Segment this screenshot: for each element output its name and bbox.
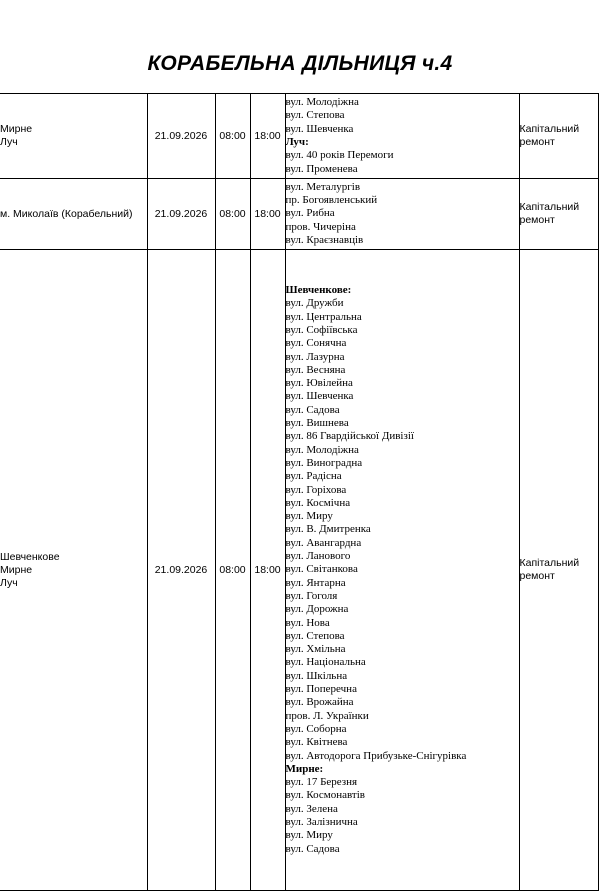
table-row [0, 179, 598, 250]
settlement-name: Мирне [0, 563, 33, 576]
street-item: вул. Ювілейна [285, 377, 353, 390]
street-item: вул. Горіхова [285, 483, 347, 496]
outage-schedule-table [0, 93, 599, 891]
works-type-text: ремонт [519, 136, 555, 148]
streets-cell [285, 179, 519, 250]
table-row [0, 250, 598, 891]
street-item: вул. Краєзнавців [285, 233, 364, 246]
street-item: вул. 86 Гвардійської Дивізії [285, 430, 414, 443]
start-time-cell: 08:00 [215, 250, 250, 891]
street-item: вул. Соборна [285, 722, 347, 735]
settlement-name: Шевченкове [0, 550, 60, 563]
streets-cell [285, 250, 519, 891]
settlement-name: Мирне [0, 123, 33, 135]
settlement-cell [0, 179, 147, 250]
street-item: вул. Національна [285, 656, 366, 669]
works-type-text: ремонт [519, 570, 555, 582]
start-time-cell: 08:00 [215, 179, 250, 250]
street-item: вул. Нова [285, 616, 330, 629]
end-time-cell: 18:00 [250, 250, 285, 891]
street-item: вул. Хмільна [285, 643, 346, 656]
street-item: вул. Радісна [285, 470, 342, 483]
street-item: вул. Степова [285, 629, 345, 642]
street-item: вул. Залізнична [285, 815, 358, 828]
street-item: вул. Садова [285, 842, 340, 855]
street-item: вул. Поперечна [285, 683, 357, 696]
street-item: вул. Вишнева [285, 417, 349, 430]
start-time-cell: 08:00 [215, 94, 250, 179]
works-type-text: Капітальний [519, 557, 580, 569]
street-item: вул. Космічна [285, 496, 351, 509]
table-row [0, 94, 598, 179]
street-item: вул. Авангардна [285, 536, 362, 549]
street-item: вул. Автодорога Прибузьке-Снігурівка [285, 749, 467, 762]
street-item: вул. 17 Березня [285, 776, 358, 789]
end-time-cell: 18:00 [250, 94, 285, 179]
street-item: вул. Лазурна [285, 350, 345, 363]
street-item: вул. Весняна [285, 363, 346, 376]
street-item: вул. Врожайна [285, 696, 354, 709]
works-type-cell [519, 94, 598, 179]
street-item: вул. Дорожна [285, 603, 349, 616]
settlement-group-heading: Шевченкове: [285, 284, 352, 297]
works-type-cell [519, 179, 598, 250]
works-type-text: Капітальний [519, 123, 580, 135]
end-time-cell: 18:00 [250, 179, 285, 250]
street-item: вул. Степова [285, 109, 345, 122]
street-item: пров. Чичеріна [285, 220, 356, 233]
street-item: вул. Зелена [285, 802, 338, 815]
street-item: вул. Космонавтів [285, 789, 365, 802]
street-item: пров. Л. Українки [285, 709, 369, 722]
street-item: вул. Софіївська [285, 324, 358, 336]
street-item: вул. Янтарна [285, 576, 346, 589]
street-item: вул. В. Дмитренка [285, 523, 371, 536]
settlement-cell [0, 94, 147, 179]
street-item: вул. Променева [285, 162, 358, 175]
street-item: вул. Сонячна [285, 337, 347, 350]
street-item: вул. 40 років Перемоги [285, 149, 394, 162]
page-title: КОРАБЕЛЬНА ДІЛЬНИЦЯ ч.4 [147, 52, 453, 75]
street-item: вул. Молодіжна [285, 443, 359, 456]
street-item: вул. Шевченка [285, 122, 354, 135]
street-item: вул. Миру [285, 829, 333, 842]
street-item: вул. Шевченка [285, 390, 354, 403]
street-item: пр. Богоявленський [285, 194, 378, 207]
settlement-name: Луч [0, 576, 18, 589]
street-item: вул. Квітнева [285, 736, 348, 749]
street-item: вул. Рибна [285, 207, 335, 220]
street-item: вул. Ланового [285, 550, 351, 563]
date-cell: 21.09.2026 [147, 94, 215, 179]
works-type-cell [519, 250, 598, 891]
street-item: вул. Молодіжна [285, 96, 359, 109]
works-type-text: ремонт [519, 214, 555, 226]
street-item: вул. Світанкова [285, 563, 358, 576]
settlement-cell [0, 250, 147, 891]
street-item: вул. Садова [285, 403, 340, 416]
settlement-name: м. Миколаїв (Корабельний) [0, 207, 133, 220]
street-item: вул. Центральна [285, 310, 362, 323]
street-item: вул. Шкільна [285, 669, 348, 682]
street-item: вул. Дружби [285, 297, 344, 310]
street-item: вул. Миру [285, 510, 333, 523]
streets-cell [285, 94, 519, 179]
settlement-name: Луч [0, 136, 18, 148]
settlement-group-heading: Мирне: [285, 762, 324, 775]
date-cell: 21.09.2026 [147, 179, 215, 250]
date-cell: 21.09.2026 [147, 250, 215, 891]
settlement-group-heading: Луч: [285, 136, 309, 148]
works-type-text: Капітальний [519, 201, 580, 213]
street-item: вул. Виноградна [285, 456, 363, 469]
street-item: вул. Металургів [285, 180, 361, 193]
street-item: вул. Гоголя [285, 589, 338, 602]
